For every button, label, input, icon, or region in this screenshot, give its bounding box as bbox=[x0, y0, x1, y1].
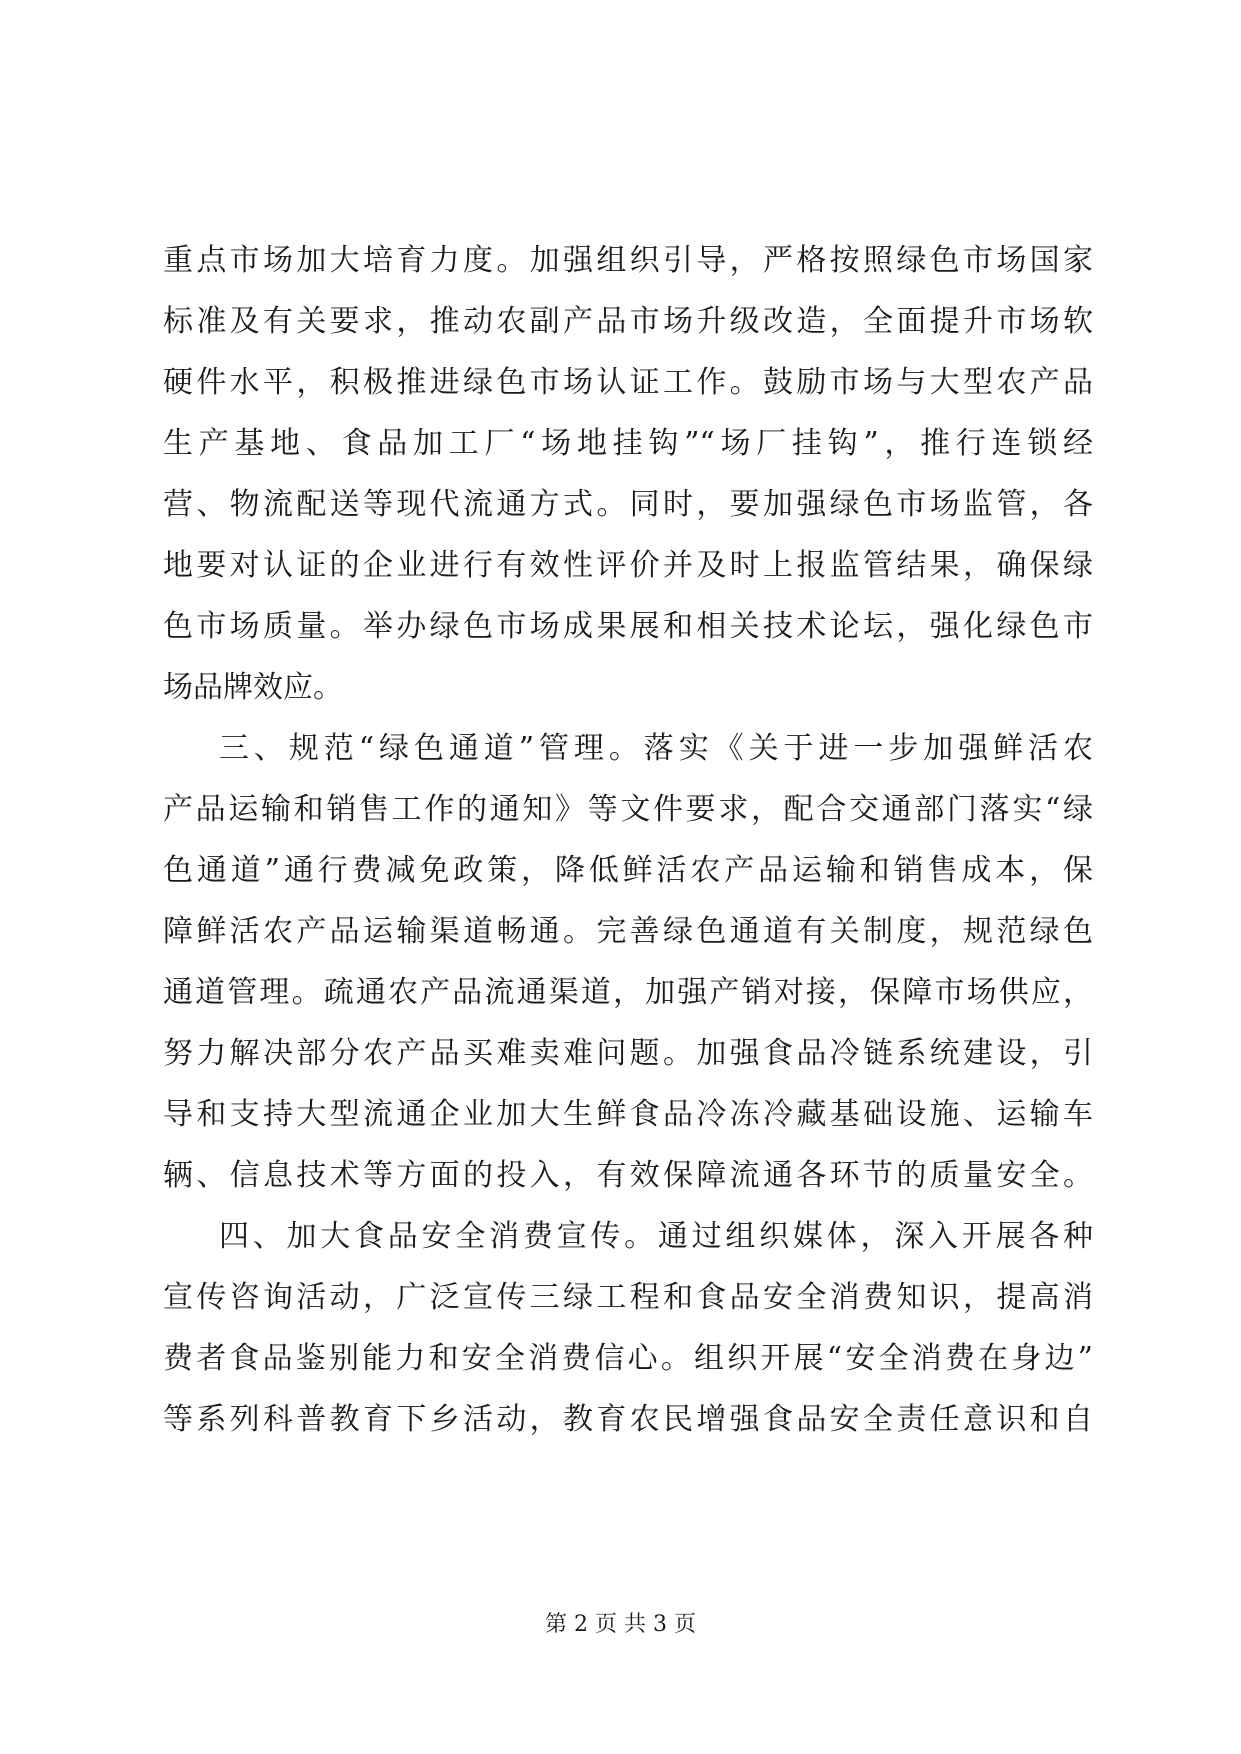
text-line: 地要对认证的企业进行有效性评价并及时上报监管结果，确保绿 bbox=[163, 548, 1093, 583]
section-heading-line: 三、规范“绿色通道”管理。落实《关于进一步加强鲜活农 bbox=[219, 731, 1093, 766]
text-line: 等系列科普教育下乡活动，教育农民增强食品安全责任意识和自 bbox=[163, 1402, 1093, 1437]
text-line: 色通道”通行费减免政策，降低鲜活农产品运输和销售成本，保 bbox=[163, 853, 1093, 888]
text-line: 标准及有关要求，推动农副产品市场升级改造，全面提升市场软 bbox=[163, 304, 1093, 339]
text-line: 努力解决部分农产品买难卖难问题。加强食品冷链系统建设，引 bbox=[163, 1036, 1093, 1071]
text-line: 辆、信息技术等方面的投入，有效保障流通各环节的质量安全。 bbox=[163, 1158, 1093, 1193]
page-number-footer: 第 2 页 共 3 页 bbox=[545, 1612, 696, 1637]
text-line: 障鲜活农产品运输渠道畅通。完善绿色通道有关制度，规范绿色 bbox=[163, 914, 1093, 949]
section-heading-line: 四、加大食品安全消费宣传。通过组织媒体，深入开展各种 bbox=[219, 1219, 1093, 1254]
text-line: 色市场质量。举办绿色市场成果展和相关技术论坛，强化绿色市 bbox=[163, 609, 1093, 644]
text-line: 产品运输和销售工作的通知》等文件要求，配合交通部门落实“绿 bbox=[163, 792, 1093, 827]
text-line: 硬件水平，积极推进绿色市场认证工作。鼓励市场与大型农产品 bbox=[163, 365, 1093, 400]
text-line: 生产基地、食品加工厂“场地挂钩”“场厂挂钩”，推行连锁经 bbox=[163, 426, 1093, 461]
text-line: 费者食品鉴别能力和安全消费信心。组织开展“安全消费在身边” bbox=[163, 1341, 1093, 1376]
document-body bbox=[163, 230, 1093, 1450]
text-line: 通道管理。疏通农产品流通渠道，加强产销对接，保障市场供应， bbox=[163, 975, 1093, 1010]
text-line: 营、物流配送等现代流通方式。同时，要加强绿色市场监管，各 bbox=[163, 487, 1093, 522]
text-line: 重点市场加大培育力度。加强组织引导，严格按照绿色市场国家 bbox=[163, 243, 1093, 278]
text-line: 宣传咨询活动，广泛宣传三绿工程和食品安全消费知识，提高消 bbox=[163, 1280, 1093, 1315]
text-line: 导和支持大型流通企业加大生鲜食品冷冻冷藏基础设施、运输车 bbox=[163, 1097, 1093, 1132]
text-line: 场品牌效应。 bbox=[163, 670, 343, 705]
